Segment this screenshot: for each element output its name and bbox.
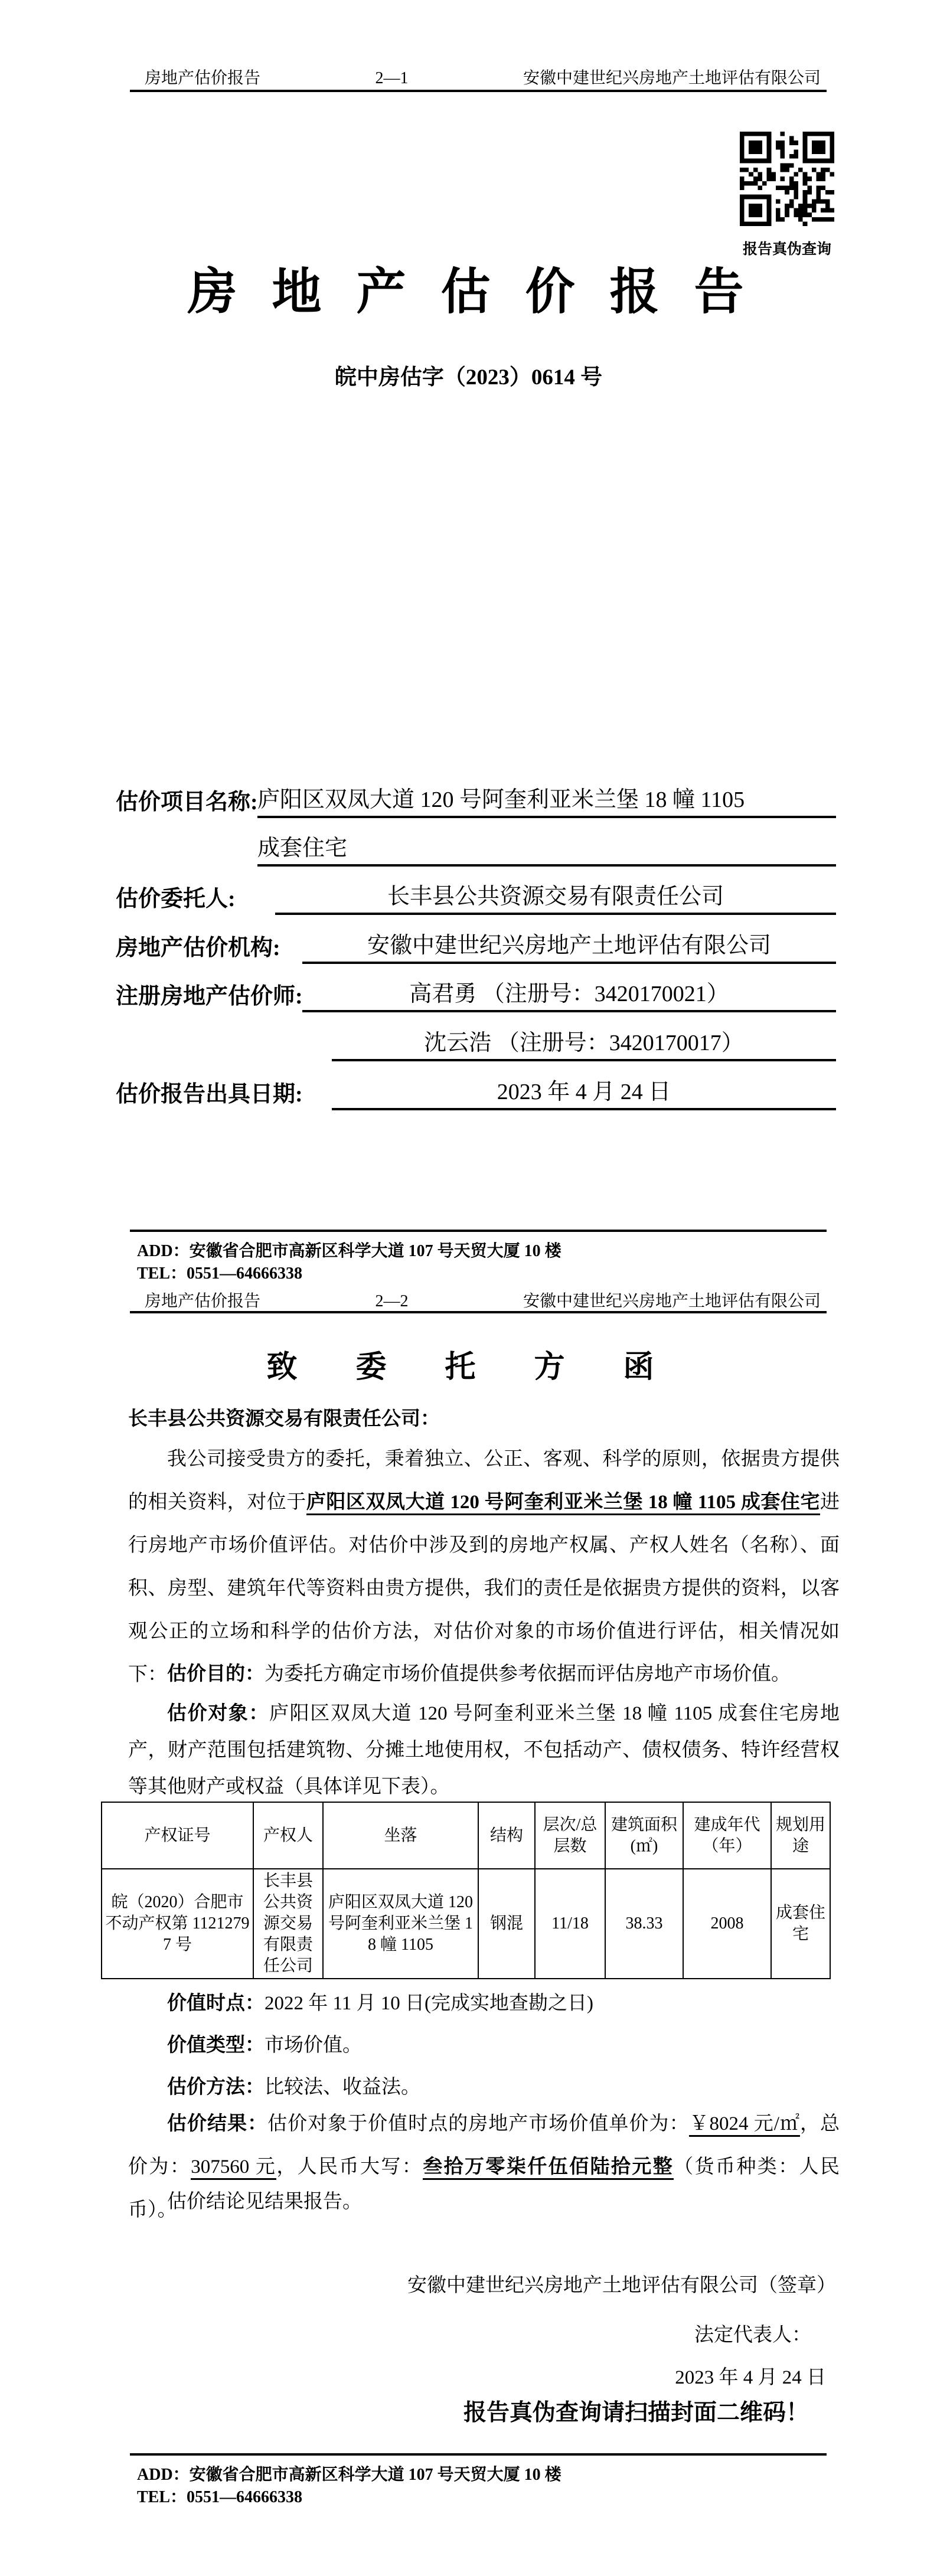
- page2-header: [130, 1293, 836, 1310]
- cell-structure: 钢混: [478, 1869, 535, 1979]
- field-label: 注册房地产估价师:: [116, 984, 303, 1009]
- paragraph-text: 进行房地产市场价值评估。对估价中涉及到的房地产权属、产权人姓名（名称）、面积、房型、建筑年代等资料由贵方提供，我们的责任是依据贵方提供的资料，以客观公正的立场和科学的估价方法，对估价对象的市场价值进行评估，相关情况如下：: [128, 1492, 840, 1685]
- report-title: 房 地 产 估 价 报 告: [187, 265, 750, 320]
- field-appraiser-2: [116, 1031, 836, 1061]
- col-floor: 层次/总层数: [535, 1802, 605, 1869]
- cell-location: 庐阳区双凤大道 120 号阿奎利亚米兰堡 18 幢 1105: [323, 1869, 478, 1979]
- header-page-number: 2—2: [375, 1292, 409, 1310]
- field-value: 2023 年 4 月 24 日: [332, 1073, 836, 1110]
- field-value: 沈云浩 （注册号：3420170017）: [332, 1024, 836, 1061]
- method-line: [167, 2074, 420, 2100]
- field-appraiser-1: [116, 982, 836, 1012]
- field-value: 成套住宅: [257, 829, 836, 867]
- page1-header: [130, 70, 836, 87]
- field-value: 高君勇 （注册号：3420170021）: [302, 975, 836, 1012]
- result-text: 估价对象于价值时点的房地产市场价值单价为：: [267, 2113, 690, 2134]
- method-text: 比较法、收益法。: [265, 2077, 420, 2098]
- appraisal-subject: [128, 1695, 840, 1805]
- appraisal-purpose: [128, 1653, 840, 1696]
- footer-tel: TEL：0551—64666338: [137, 2488, 303, 2506]
- qr-caption: 报告真伪查询: [742, 241, 831, 257]
- subject-text: 庐阳区双凤大道 120 号阿奎利亚米兰堡 18 幢 1105 成套住宅房地产，财产范围包括建筑物、分摊土地使用权，不包括动产、债权债务、特许经营权等其他财产或权益（具体详见下表）。: [128, 1703, 840, 1797]
- cell-owner: 长丰县公共资源交易有限责任公司: [253, 1869, 323, 1979]
- value-date-text: 2022 年 11 月 10 日(完成实地查勘之日): [265, 1993, 594, 2014]
- table-header-row: [102, 1802, 830, 1869]
- header-doc-type: 房地产估价报告: [145, 1292, 261, 1310]
- report-number: 皖中房估字（2023）0614 号: [334, 365, 603, 390]
- field-label: 估价项目名称:: [116, 790, 258, 815]
- result-text: ，总价为：: [128, 2113, 840, 2178]
- value-type-text: 市场价值。: [265, 2035, 362, 2056]
- result-text: （货币种类：人民币）。: [128, 2156, 840, 2221]
- result-text: ，人民币大写：: [276, 2156, 423, 2178]
- footer-address: ADD：安徽省合肥市高新区科学大道 107 号天贸大厦 10 楼: [137, 2466, 561, 2484]
- signature-company: 安徽中建世纪兴房地产土地评估有限公司（签章）: [407, 2275, 836, 2296]
- result-label: 估价结果：: [167, 2113, 268, 2134]
- col-certificate-no: 产权证号: [102, 1802, 253, 1869]
- field-project-name-line2: [116, 836, 836, 867]
- field-label: 估价报告出具日期:: [116, 1082, 303, 1107]
- col-area: 建筑面积(㎡): [605, 1802, 683, 1869]
- footer-tel: TEL：0551—64666338: [137, 1264, 303, 1283]
- col-location: 坐落: [323, 1802, 478, 1869]
- page2-header-rule: [130, 1311, 827, 1313]
- field-agency: [116, 933, 836, 964]
- col-structure: 结构: [478, 1802, 535, 1869]
- signature-legal-representative: 法定代表人：: [694, 2325, 811, 2346]
- cell-certificate-no: 皖（2020）合肥市不动产权第 11212797 号: [102, 1869, 253, 1979]
- field-value: 庐阳区双凤大道 120 号阿奎利亚米兰堡 18 幢 1105: [257, 781, 836, 818]
- method-label: 估价方法：: [167, 2077, 265, 2098]
- price-in-words: 叁拾万零柒仟伍佰陆拾元整: [423, 2156, 674, 2180]
- header-company-name: 安徽中建世纪兴房地产土地评估有限公司: [523, 1292, 821, 1310]
- header-doc-type: 房地产估价报告: [145, 69, 261, 87]
- field-value: 安徽中建世纪兴房地产土地评估有限公司: [302, 927, 836, 964]
- header-page-number: 2—1: [375, 69, 409, 87]
- purpose-label: 估价目的：: [167, 1663, 265, 1685]
- value-date-line: [167, 1990, 593, 2016]
- field-project-name: [116, 787, 836, 818]
- field-label: 房地产估价机构:: [116, 936, 280, 960]
- qr-scan-note: 报告真伪查询请扫描封面二维码！: [463, 2400, 809, 2425]
- verification-qr-code: [740, 132, 834, 226]
- field-client: [116, 884, 836, 915]
- value-type-label: 价值类型：: [167, 2035, 265, 2056]
- total-price-value: 307560 元: [191, 2156, 276, 2180]
- paragraph-text: 我公司接受贵方的委托，秉着独立、公正、客观、科学的原则，依据贵方提供的相关资料，对位于: [128, 1449, 840, 1513]
- property-table: [101, 1802, 831, 1979]
- header-company-name: 安徽中建世纪兴房地产土地评估有限公司: [523, 69, 821, 87]
- col-owner: 产权人: [253, 1802, 323, 1869]
- field-label: 估价委托人:: [116, 887, 236, 911]
- cell-area: 38.33: [605, 1869, 683, 1979]
- cell-year-built: 2008: [683, 1869, 771, 1979]
- page2-footer-rule: [130, 2453, 827, 2456]
- col-planned-use: 规划用途: [771, 1802, 830, 1869]
- conclusion-line: 估价结论见结果报告。: [167, 2191, 362, 2212]
- subject-address-emphasis: 庐阳区双凤大道 120 号阿奎利亚米兰堡 18 幢 1105 成套住宅: [306, 1492, 820, 1515]
- signature-date: 2023 年 4 月 24 日: [675, 2367, 826, 2388]
- field-value: 长丰县公共资源交易有限责任公司: [275, 878, 836, 915]
- value-type-line: [167, 2032, 362, 2058]
- subject-label: 估价对象：: [167, 1703, 270, 1724]
- field-issue-date: [116, 1080, 836, 1110]
- cell-planned-use: 成套住宅: [771, 1869, 830, 1979]
- table-row: [102, 1869, 830, 1979]
- purpose-text: 为委托方确定市场价值提供参考依据而评估房地产市场价值。: [265, 1663, 791, 1685]
- header-rule: [130, 90, 827, 92]
- letter-title: 致 委 托 方 函: [266, 1351, 671, 1384]
- unit-price-value: ￥8024 元/㎡: [689, 2113, 800, 2137]
- footer-address: ADD：安徽省合肥市高新区科学大道 107 号天贸大厦 10 楼: [137, 1242, 561, 1260]
- value-date-label: 价值时点：: [167, 1993, 265, 2014]
- page1-footer-rule: [130, 1230, 827, 1232]
- letter-addressee: 长丰县公共资源交易有限责任公司：: [128, 1408, 440, 1430]
- col-year-built: 建成年代（年）: [683, 1802, 771, 1869]
- cell-floor: 11/18: [535, 1869, 605, 1979]
